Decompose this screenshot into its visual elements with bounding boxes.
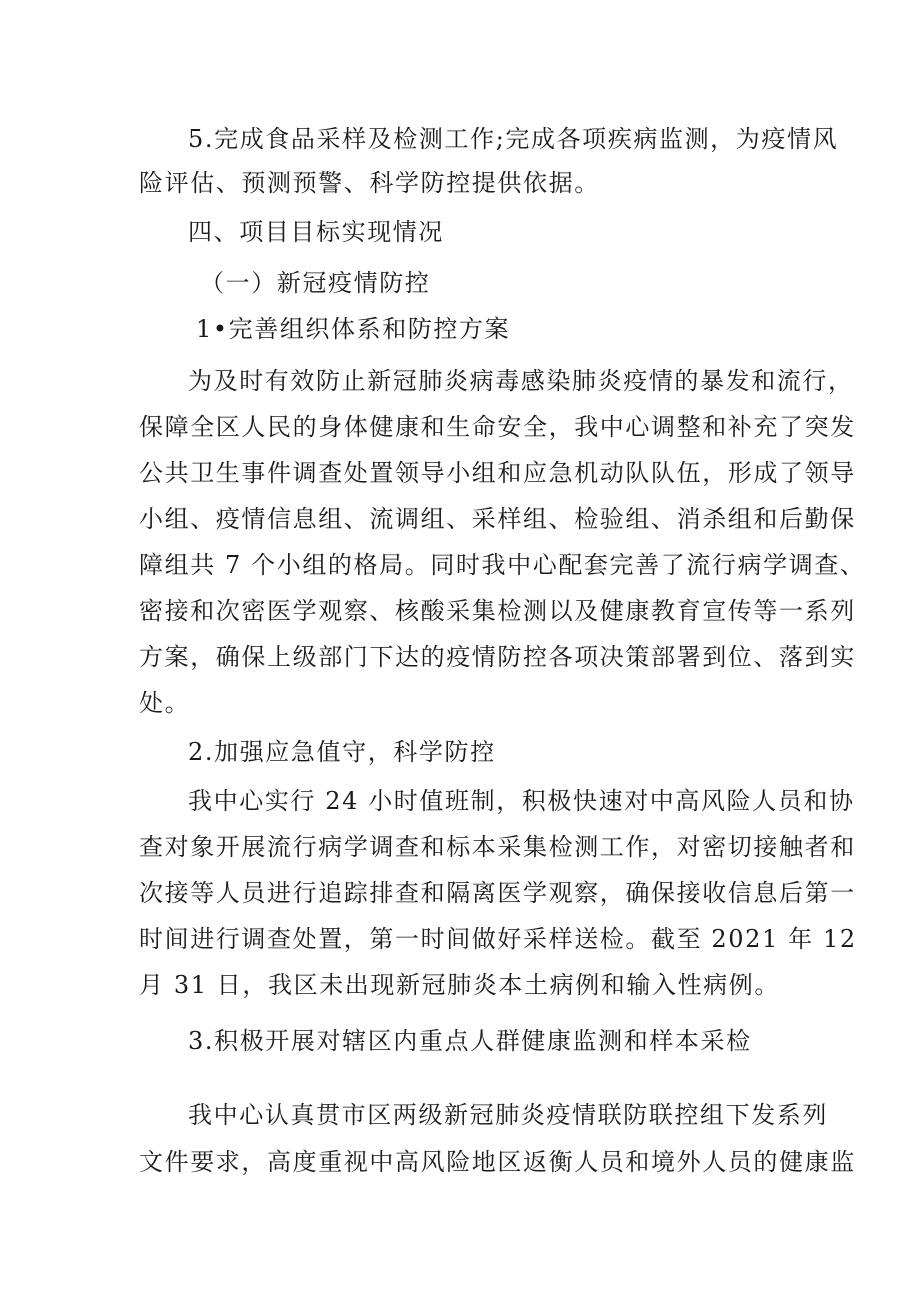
item-heading-3: 3.积极开展对辖区内重点人群健康监测和样本采检 bbox=[188, 1027, 752, 1055]
item-heading-2: 2.加强应急值守，科学防控 bbox=[188, 738, 496, 766]
paragraph-line: 我中心认真贯市区两级新冠肺炎疫情联防联控组下发系列 bbox=[188, 1101, 828, 1129]
list-item-5: 5.完成食品采样及检测工作;完成各项疾病监测，为疫情风 bbox=[188, 125, 839, 153]
paragraph-line: 障组共 7 个小组的格局。同时我中心配套完善了流行病学调查、 bbox=[139, 551, 866, 579]
body-line: 险评估、预测预警、科学防控提供依据。 bbox=[139, 169, 600, 197]
paragraph-line: 方案，确保上级部门下达的疫情防控各项决策部署到位、落到实 bbox=[139, 643, 856, 671]
paragraph-line: 保障全区人民的身体健康和生命安全，我中心调整和补充了突发 bbox=[139, 413, 856, 441]
paragraph-line: 公共卫生事件调查处置领导小组和应急机动队队伍，形成了领导 bbox=[139, 459, 856, 487]
paragraph-line: 时间进行调查处置，第一时间做好采样送检。截至 2021 年 12 bbox=[139, 925, 857, 953]
item-heading-1: 1•完善组织体系和防控方案 bbox=[196, 315, 511, 343]
section-heading: 四、项目目标实现情况 bbox=[188, 218, 444, 246]
paragraph-line: 密接和次密医学观察、核酸采集检测以及健康教育宣传等一系列 bbox=[139, 597, 856, 625]
paragraph-line: 我中心实行 24 小时值班制，积极快速对中高风险人员和协 bbox=[188, 787, 855, 815]
paragraph-line: 月 31 日，我区未出现新冠肺炎本土病例和输入性病例。 bbox=[139, 971, 780, 999]
paragraph-line: 处。 bbox=[139, 689, 191, 717]
paragraph-line: 为及时有效防止新冠肺炎病毒感染肺炎疫情的暴发和流行， bbox=[188, 367, 854, 395]
subsection-heading: （一）新冠疫情防控 bbox=[200, 269, 431, 297]
paragraph-line: 查对象开展流行病学调查和标本采集检测工作，对密切接触者和 bbox=[139, 833, 856, 861]
paragraph-line: 文件要求，高度重视中高风险地区返衡人员和境外人员的健康监 bbox=[139, 1148, 856, 1176]
paragraph-line: 小组、疫情信息组、流调组、采样组、检验组、消杀组和后勤保 bbox=[139, 505, 856, 533]
paragraph-line: 次接等人员进行追踪排查和隔离医学观察，确保接收信息后第一 bbox=[139, 879, 856, 907]
